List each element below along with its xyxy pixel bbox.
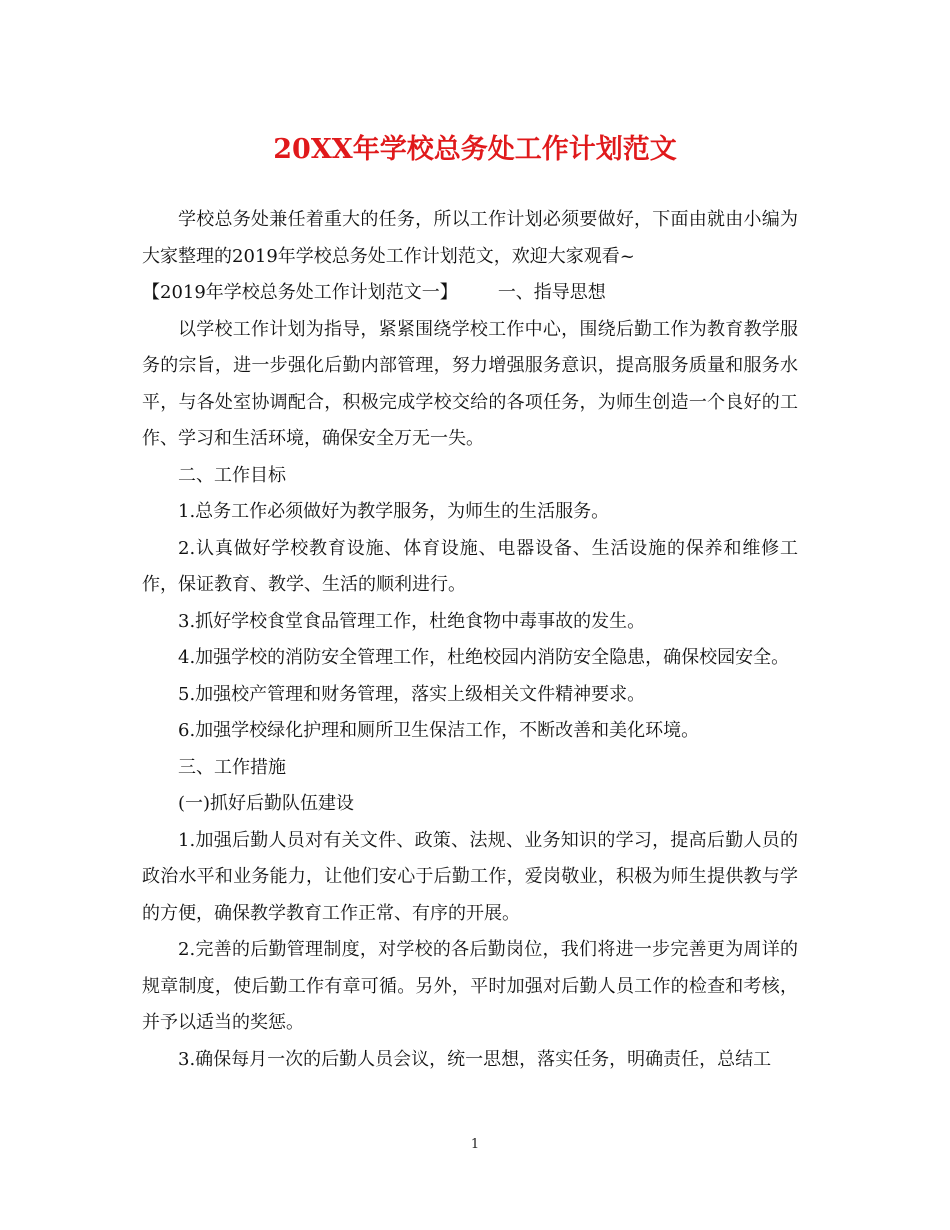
measure-item: 1.加强后勤人员对有关文件、政策、法规、业务知识的学习，提高后勤人员的政治水平和业务能力，让他们安心于后勤工作，爱岗敬业，积极为师生提供教与学的方便，确保教学教育工作正常、有序的开展。: [142, 829, 798, 924]
measure-item: 2.完善的后勤管理制度，对学校的各后勤岗位，我们将进一步完善更为周详的规章制度，使后勤工作有章可循。另外，平时加强对后勤人员工作的检查和考核，并予以适当的奖惩。: [142, 939, 798, 1033]
goal-item: 1.总务工作必须做好为教学服务，为师生的生活服务。: [178, 501, 610, 522]
document-body: [142, 202, 798, 1078]
page-number: 1: [470, 1137, 480, 1152]
goal-item: 6.加强学校绿化护理和厕所卫生保洁工作，不断改善和美化环境。: [178, 720, 700, 741]
intro-paragraph: 学校总务处兼任着重大的任务，所以工作计划必须要做好，下面由就由小编为大家整理的2019年学校总务处工作计划范文，欢迎大家观看~: [142, 209, 798, 267]
section-bracket-title: 【2019年学校总务处工作计划范文一】: [142, 282, 458, 303]
subheading-logistics-team: (一)抓好后勤队伍建设: [178, 793, 355, 814]
goal-item: 4.加强学校的消防安全管理工作，杜绝校园内消防安全隐患，确保校园安全。: [178, 647, 790, 668]
section-heading-line: [142, 275, 798, 312]
goal-item: 3.抓好学校食堂食品管理工作，杜绝食物中毒事故的发生。: [178, 610, 646, 632]
goal-item: 5.加强校产管理和财务管理，落实上级相关文件精神要求。: [178, 683, 646, 705]
measure-item: 3.确保每月一次的后勤人员会议，统一思想，落实任务，明确责任，总结工: [178, 1048, 772, 1070]
heading-guiding-ideology: 一、指导思想: [497, 282, 606, 303]
heading-work-goals: 二、工作目标: [178, 464, 286, 486]
goal-item: 2.认真做好学校教育设施、体育设施、电器设备、生活设施的保养和维修工作，保证教育、教学、生活的顺利进行。: [142, 537, 798, 595]
heading-work-measures: 三、工作措施: [178, 756, 286, 778]
document-title: 20XX年学校总务处工作计划范文: [273, 134, 677, 165]
guiding-ideology-paragraph: 以学校工作计划为指导，紧紧围绕学校工作中心，围绕后勤工作为教育教学服务的宗旨，进一步强化后勤内部管理，努力增强服务意识，提高服务质量和服务水平，与各处室协调配合，积极完成学校交给的各项任务，为师生创造一个良好的工作、学习和生活环境，确保安全万无一失。: [142, 318, 798, 449]
